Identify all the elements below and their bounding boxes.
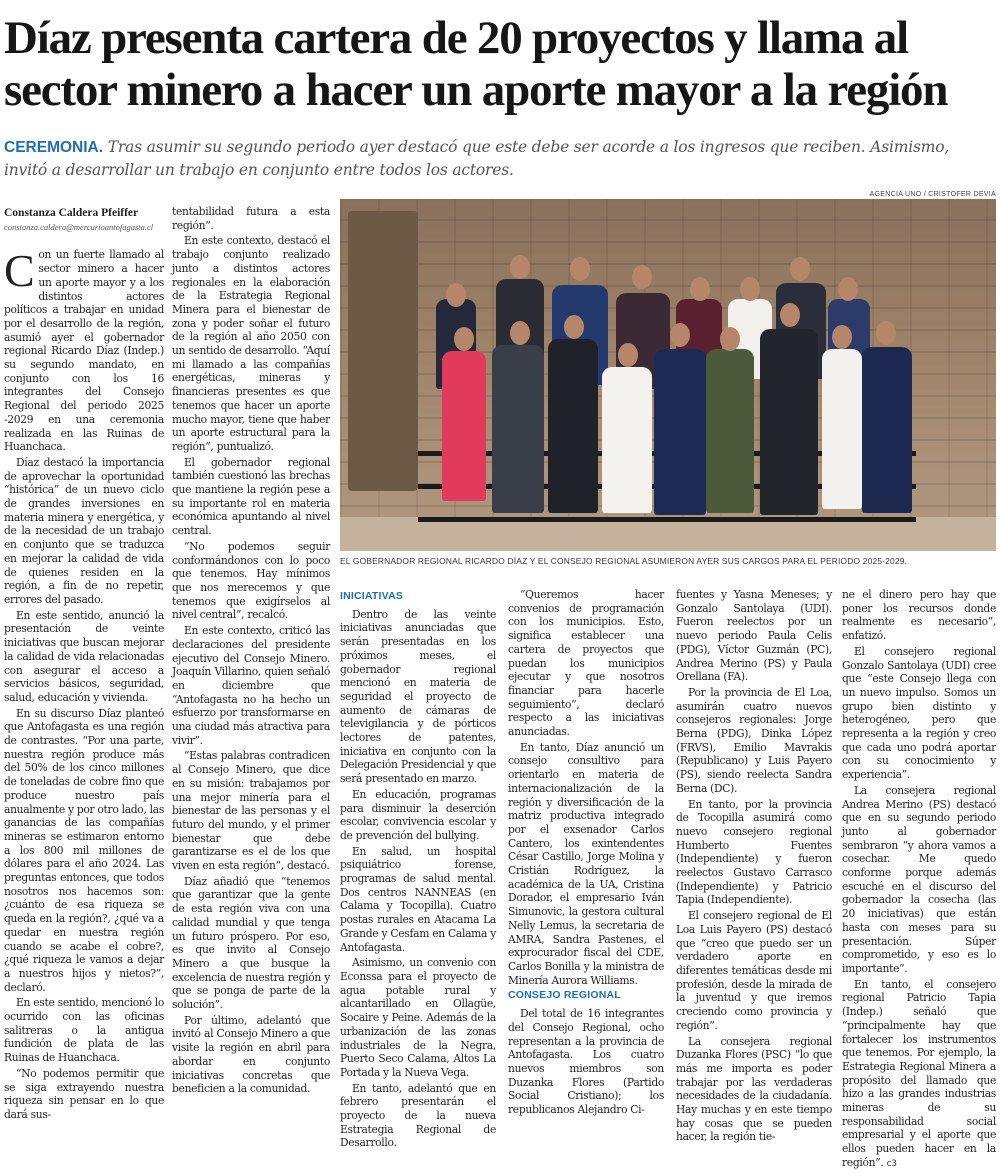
- col5-paragraph: El consejero regional de El Loa Luis Payero (PS) destacó que “creo que puedo ser un verdadero aporte en diferentes temáticas desde mi profesión, desde la mirada de la juventud y que iremos creciendo como provincia y región”.: [676, 909, 832, 1032]
- lede-text: Tras asumir su segundo periodo ayer destacó que este debe ser acorde a los ingresos que reciben. Asimismo, invitó a desarrollar un trabajo en conjunto entre todos los actores.: [4, 138, 950, 179]
- col3-paragraph: En tanto, adelantó que en febrero presentarán el proyecto de la nueva Estrategia Regional de Desarrollo.: [340, 1081, 496, 1150]
- photo-head: [780, 303, 800, 327]
- photo-floor: [340, 517, 996, 551]
- col5-paragraph: Por la provincia de El Loa, asumirán cuatro nuevos consejeros regionales: Jorge Berna (PDG), Dinka López (FRVS), Emilio Mavrakis (Republicano) y Luis Payero (PS), siendo reelecta Sandra Berna (DC).: [676, 685, 832, 795]
- col2-paragraph: tentabilidad futura a esta región”.: [172, 205, 330, 232]
- col2-paragraph: En este contexto, criticó las declaraciones del presidente ejecutivo del Consejo Minero. Joaquín Villarino, quien señaló en diciembre que “Antofagasta no ha hecho un esfuerzo por transformarse en una ciudad más atractiva para vivir”.: [172, 624, 330, 747]
- byline-author: Constanza Caldera Pfeiffer: [4, 207, 139, 219]
- photo-person: [862, 347, 912, 513]
- col1-paragraph: En este sentido, anunció la presentación de veinte iniciativas que buscan mejorar la calidad de vida relacionadas con asegurar el acceso a servicios básicos, seguridad, salud, educación y vivienda.: [4, 608, 164, 704]
- col6-paragraph: La consejera regional Andrea Merino (PS) destacó que en su segundo periodo junto al gobernador sembraron “y ahora vamos a cosechar. Me quedo conforme porque además escuché en el discurso del gobernador la cosecha (las 20 iniciativas) que están hasta con meses para su presentación. Súper comprometido, y eso es lo importante”.: [842, 783, 996, 975]
- col1-paragraph: Con un fuerte llamado al sector minero a hacer un aporte mayor y a los distintos actores políticos a trabajar en unidad por el desarrollo de la región, asumió ayer el gobernador regional Ricardo Díaz (Indep.) su segundo mandato, en conjunto con los 16 integrantes del Consejo Regional del periodo 2025 -2029 en una ceremonia realizada en las Ruinas de Huanchaca.: [4, 245, 164, 454]
- photo-bleacher-low: [418, 517, 916, 522]
- col2-paragraph: “No podemos seguir conformándonos con lo poco que tenemos. Hay mínimos que nos merecemos y que tenemos que exigírselos al nivel central”, recalcó.: [172, 539, 330, 622]
- col2-paragraph: El gobernador regional también cuestionó las brechas que mantiene la región pese a su importante rol en materia económica apuntando al nivel central.: [172, 455, 330, 538]
- col3-paragraph: Asimismo, un convenio con Econssa para el proyecto de agua potable rural y alcantarillado en Ollagüe, Socaire y Peine. Además de la urbanización de las zonas industriales de la Negra, Puerto Seco Calama, Altos La Portada y la Nueva Vega.: [340, 956, 496, 1079]
- photo-person: [602, 367, 652, 513]
- col1-paragraph: En su discurso Díaz planteó que Antofagasta es una región de contrastes. “Por una parte, nuestra región produce más del 50% de los cinco millones de toneladas de cobre fino que produce nuestro país anualmente y por otro lado, las ganancias de las compañías mineras se estimaron entorno a los 800 mil millones de dólares para el año 2024. Las preguntas entonces, que todos nosotros nos hacemos son: ¿cuánto de esa riqueza se queda en la región?, ¿qué va a quedar en nuestra región cuando se acabe el cobre?, ¿qué riqueza le vamos a dejar a nuestros hijos y nietos?”, declaró.: [4, 706, 165, 994]
- photo-person: [442, 351, 486, 501]
- photo-head: [670, 323, 690, 347]
- headline: Díaz presenta cartera de 20 proyectos y llama al sector minero a hacer un aporte mayor a la región: [4, 12, 948, 116]
- col1-paragraph: Díaz destacó la importancia de aprovechar la oportunidad “histórica” de un nuevo ciclo de grandes inversiones en materia minera y energética, y de la necesidad de un trabajo en conjunto que se traduzca en mejorar la calidad de vida de quienes residen en la región, a fin de no repetir, errores del pasado.: [4, 455, 164, 606]
- col5-paragraph: fuentes y Yasna Meneses; y Gonzalo Santolaya (UDI). Fueron reelectos por un nuevo periodo Paula Celis (PDG), Víctor Guzmán (PC), Andrea Merino (PS) y Paula Orellana (FA).: [676, 588, 832, 684]
- lede: [4, 136, 994, 181]
- photo-credit: AGENCIA UNO / CRISTOFER DEVIA: [869, 191, 996, 198]
- photo-head: [832, 325, 852, 349]
- col6-paragraph: El consejero regional Gonzalo Santolaya (UDI) cree que “este Consejo llega con un nuevo impulso. Somos un grupo bien distinto y heterogéneo, pero que representa a la región y creo que cada uno podrá aportar con su conocimiento y experiencia”.: [842, 644, 996, 782]
- photo-head: [632, 265, 652, 289]
- photo-arch: [348, 211, 418, 491]
- column-6: [842, 588, 996, 1174]
- photo-head: [720, 327, 740, 351]
- lede-kicker: CEREMONIA.: [4, 139, 104, 156]
- byline-email: constanza.caldera@mercurioantofagasta.cl: [4, 221, 154, 232]
- dropcap: C: [4, 245, 35, 297]
- col6-paragraph: ne el dinero pero hay que poner los recursos donde realmente es necesario”, enfatizó.: [842, 588, 996, 643]
- photo-person: [492, 345, 544, 513]
- col1-paragraph: “No podemos permitir que se siga extrayendo nuestra riqueza sin pensar en lo que dará sus-: [4, 1066, 164, 1121]
- photo-person: [706, 349, 754, 513]
- group-photo: [340, 199, 996, 551]
- col4-paragraph: “Queremos hacer convenios de programación con los municipios. Esto, significa establecer una cartera de proyectos que puedan los municipios ejecutar y que nosotros financiar para hacerle seguimiento”, declaró respecto a las iniciativas anunciadas.: [508, 588, 664, 739]
- photo-person: [760, 329, 818, 515]
- col5-paragraph: La consejera regional Duzanka Flores (PSC) “lo que más me importa es poder trabajar por las verdaderas necesidades de la ciudadanía. Hay muchas y en este tiempo hay cosas que se pueden hacer, la región tie-: [676, 1034, 832, 1144]
- photo-person: [654, 349, 706, 515]
- col3-paragraph: En salud, un hospital psiquiátrico forense, programas de salud mental. Dos centros NANNEAS (en Calama y Tocopilla). Cuatro postas rurales en Atacama La Grande y Cesfam en Calama y Antofagasta.: [340, 844, 496, 954]
- col2-paragraph: “Estas palabras contradicen al Consejo Minero, que dice en su misión: trabajamos por una mejor minería para el bienestar de las personas y el futuro del mundo, y el primer bienestar que debe garantizarse es el de los que viven en esta región”, destacó.: [172, 749, 330, 873]
- photo-person: [822, 349, 862, 509]
- col4-paragraph: Del total de 16 integrantes del Consejo Regional, ocho representan a la provincia de Antofagasta. Los cuatro nuevos miembros son Duzanka Flores (Partido Social Cristiano); los republicanos Alejandro Ci-: [508, 1007, 664, 1117]
- photo-head: [570, 257, 590, 281]
- photo-head: [446, 283, 466, 307]
- photo-head: [740, 277, 760, 301]
- photo-head: [510, 321, 530, 345]
- column-3: [340, 588, 496, 1152]
- photo-caption: EL GOBERNADOR REGIONAL RICARDO DÍAZ Y EL CONSEJO REGIONAL ASUMIERON AYER SUS CARGOS PARA EL PERIODO 2025-2029.: [340, 556, 908, 566]
- photo-head: [876, 321, 896, 345]
- col3-paragraph: Dentro de las veinte iniciativas anunciadas que serán presentadas en los próximos meses, el gobernador regional mencionó en materia de seguridad el proyecto de aumento de cámaras de televigilancia y de pórticos lectores de patentes, iniciativa en conjunto con la Delegación Presidencial y que será presentado en marzo.: [340, 607, 496, 786]
- column-1: [4, 202, 164, 1124]
- section-heading-consejo-regional: CONSEJO REGIONAL: [508, 989, 621, 1002]
- photo-head: [790, 257, 810, 281]
- col5-paragraph: En tanto, por la provincia de Tocopilla asumirá como nuevo consejero regional Humberto Fuentes (Independiente) y fueron reelectos Gustavo Carrasco (Independiente) y Patricio Tapia (Independiente).: [676, 797, 832, 907]
- col1-paragraph: En este sentido, mencionó lo ocurrido con las oficinas salitreras o la antigua fundición de plata de las Ruinas de Huanchaca.: [4, 996, 164, 1065]
- photo-head: [454, 327, 474, 351]
- photo-person: [548, 339, 598, 513]
- column-5: [676, 588, 832, 1146]
- col2-paragraph: Díaz añadió que “tenemos que garantizar que la gente de esta región viva con una calidad mundial y que tenga un futuro próspero. Por eso, es que invito al Consejo Minero a que busque la excelencia de nuestra región y que se ponga de parte de la solución”.: [172, 874, 330, 1012]
- col2-paragraph: Por último, adelantó que invitó al Consejo Minero a que visite la región en abril para abordar en conjunto iniciativas concretas que beneficien a la comunidad.: [172, 1013, 330, 1096]
- photo-head: [690, 277, 710, 301]
- col2-paragraph: En este contexto, destacó el trabajo conjunto realizado junto a distintos actores regionales en la elaboración de la Estrategia Regional Minera para el bienestar de zona y poder soñar el futuro de la región al año 2050 con un sentido de desarrollo. “Aquí mi llamado a las compañías energéticas, mineras y financieras presentes es que tenemos que hacer un aporte mucho mayor, tiene que haber un aporte estructural para la región”, puntualizó.: [172, 234, 331, 453]
- section-heading-iniciativas: INICIATIVAS: [340, 590, 404, 602]
- photo-head: [564, 315, 584, 339]
- col6-paragraph: En tanto, el consejero regional Patricio Tapia (Indep.) señaló que “principalmente hay que fortalecer los instrumentos que tenemos. Por ejemplo, la Estrategia Regional Minera a propósito del llamado que hizo a las grandes industrias mineras de su responsabilidad social empresarial y el aporte que ellos pueden hacer en la región”. c3: [842, 977, 996, 1169]
- column-4: [508, 588, 664, 1119]
- col4-paragraph: En tanto, Díaz anunció un consejo consultivo para orientarlo en materia de internacionalización de la región y diversificación de la matriz productiva integrado por el exsenador Carlos Cantero, los exintendentes César Castillo, Jorge Molina y Cristián Rodríguez, la académica de la UA, Cristina Dorador, el empresario Iván Simunovic, la gestora cultural Nelly Lemus, la secretaria de AMRA, Sandra Pastenes, el exprocurador fiscal del CDE, Carlos Bonilla y la ministra de Minería Aurora Williams.: [508, 740, 664, 987]
- signoff-mark: c3: [886, 1158, 897, 1169]
- col3-paragraph: En educación, programas para disminuir la deserción escolar, convivencia escolar y de prevención del bullying.: [340, 787, 496, 842]
- column-2: [172, 205, 330, 1098]
- photo-head: [618, 343, 638, 367]
- photo-head: [838, 277, 858, 301]
- photo-head: [510, 255, 530, 279]
